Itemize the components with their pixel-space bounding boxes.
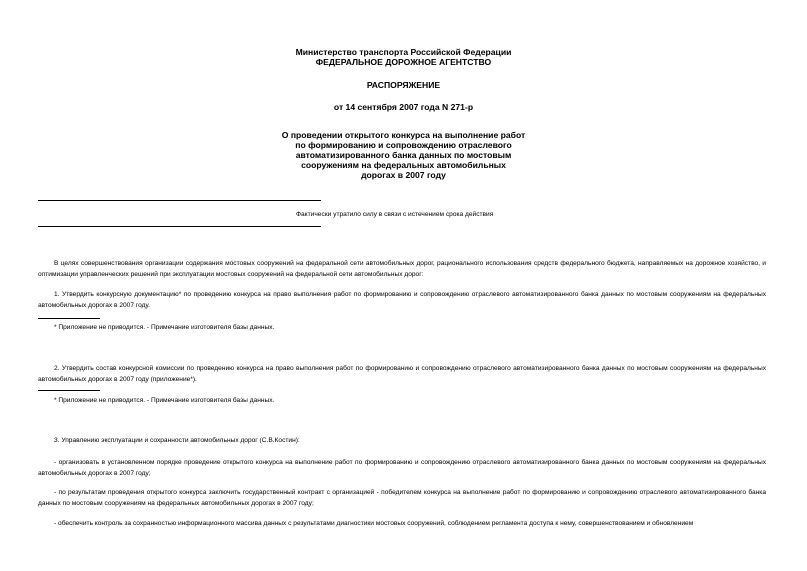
- footnote-2: * Приложение не приводится. - Примечание изготовителя базы данных.: [54, 397, 275, 404]
- document-title-line: О проведении открытого конкурса на выполнение работ: [281, 130, 526, 140]
- item-3-paragraph: 3. Управлению эксплуатации и сохранности автомобильных дорог (С.В.Костин):: [54, 437, 300, 444]
- bullet-paragraph: - по результатам проведения открытого конкурса заключить государственный контракт с организацией - победителем конкурса на выполнение работ по формированию и сопровождению отраслевого автоматизированного банка данных по мостовым сооружениям на федеральных автомобильных дорогах в 2007 году;: [38, 489, 766, 507]
- document-title-line: сооружениям на федеральных автомобильных: [301, 160, 506, 170]
- status-note: Фактически утратило силу в связи с истечением срока действия: [296, 211, 494, 218]
- document-type: РАСПОРЯЖЕНИЕ: [366, 80, 441, 90]
- item-1-paragraph: 1. Утвердить конкурсную документацию* по проведению конкурса на право выполнения работ по формированию и сопровождению отраслевого автоматизированного банка данных по мостовым сооружениям на федеральных автомобильных дорогах в 2007 году.: [38, 291, 766, 309]
- footnote-rule: [38, 318, 100, 319]
- intro-paragraph: В целях совершенствования организации содержания мостовых сооружений на федеральной сети автомобильных дорог, рационального использования средств федерального бюджета, направляемых на дорожное хозяйство, и оптимизации управленческих решений при эксплуатации мостовых сооружений на федеральной сети автомобильных дорог:: [38, 260, 766, 278]
- document-title-line: дорогах в 2007 году: [361, 170, 446, 180]
- divider-bottom: [38, 226, 321, 227]
- footnote-1: * Приложение не приводится. - Примечание изготовителя базы данных.: [54, 324, 275, 331]
- footnote-rule: [38, 390, 100, 391]
- document-title-line: по формированию и сопровождению отраслевого: [295, 140, 512, 150]
- divider-top: [38, 200, 321, 201]
- document-date-number: от 14 сентября 2007 года N 271-р: [333, 102, 474, 112]
- bullet-paragraph: - организовать в установленном порядке проведение открытого конкурса на выполнение работ по формированию и сопровождению отраслевого автоматизированного банка данных по мостовым сооружениям на федеральных автомобильных дорогах в 2007 году;: [38, 459, 766, 477]
- agency-name: ФЕДЕРАЛЬНОЕ ДОРОЖНОЕ АГЕНТСТВО: [315, 57, 492, 67]
- bullet-paragraph: - обеспечить контроль за сохранностью информационного массива данных с результатами диагностики мостовых сооружений, соблюдением регламента доступа к нему, совершенствованием и обновлением: [54, 520, 694, 527]
- item-2-paragraph: 2. Утвердить состав конкурсной комиссии по проведению конкурса на право выполнения работ по формированию и сопровождению отраслевого автоматизированного банка данных по мостовым сооружениям на федеральных автомобильных дорогах в 2007 году (приложение*).: [38, 365, 766, 383]
- ministry-name: Министерство транспорта Российской Федерации: [295, 47, 512, 57]
- document-title-line: автоматизированного банка данных по мостовым: [295, 150, 512, 160]
